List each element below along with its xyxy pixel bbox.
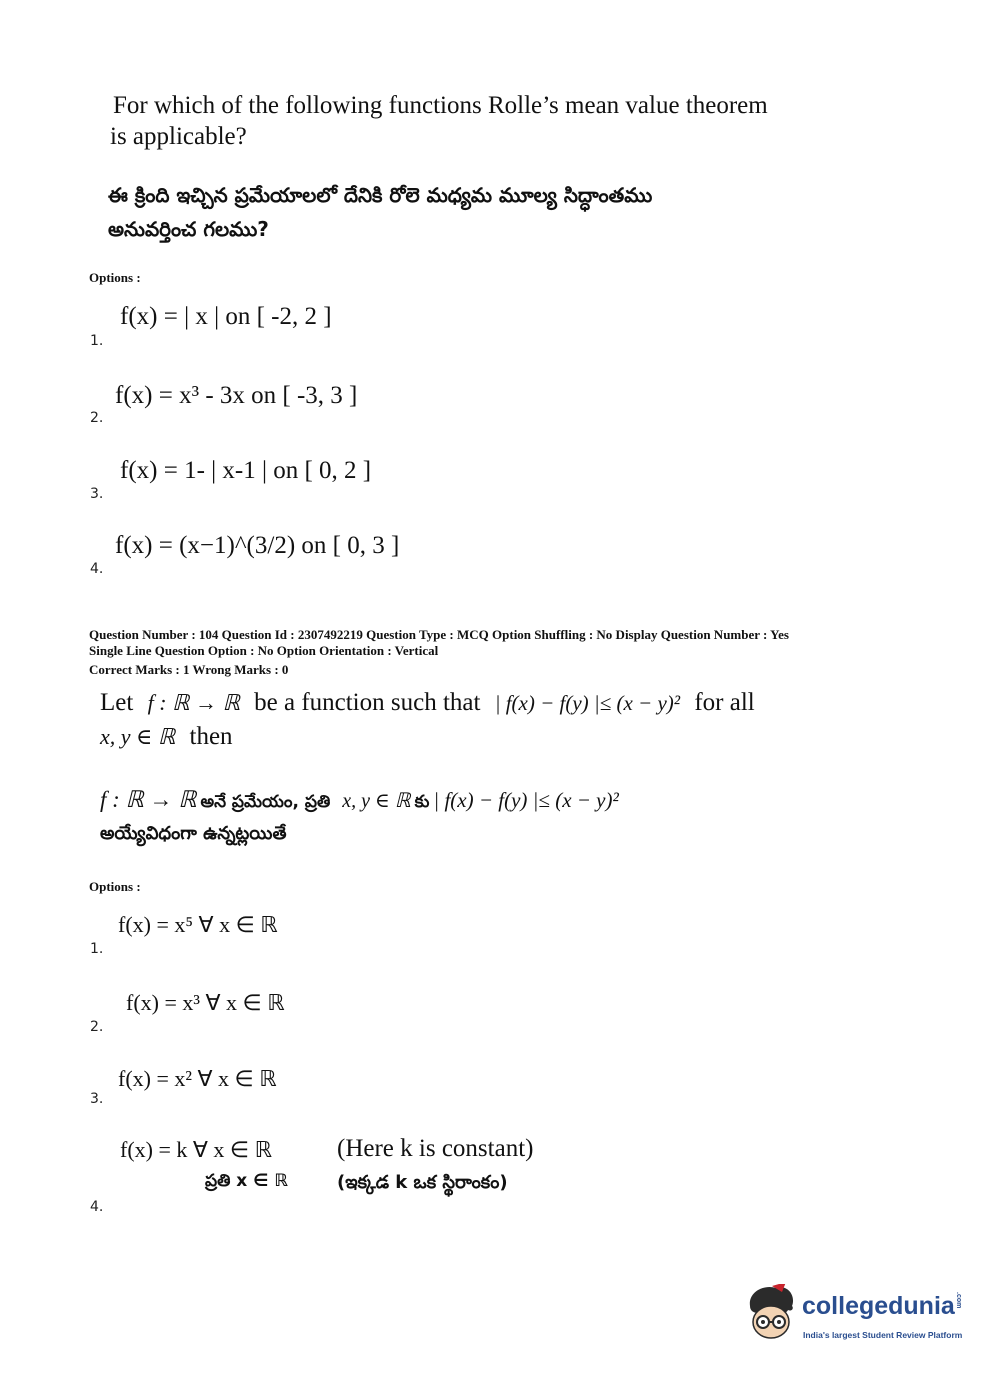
question-text-line: ఈ క్రింది ఇచ్చిన ప్రమేయాలలో దేనికి రోలె మధ్యమ మూల్య సిద్ధాంతము (108, 183, 653, 207)
option-3-formula[interactable]: f(x) = x² ∀ x ∈ ℝ (118, 1066, 277, 1091)
meta-line: Single Line Question Option : No Option Orientation : Vertical (89, 643, 439, 658)
option-4-formula[interactable]: f(x) = k ∀ x ∈ ℝ (120, 1137, 273, 1162)
variables: x, y ∈ ℝ (342, 790, 411, 812)
options-label: Options : (89, 879, 141, 894)
function-mapping: f : ℝ → ℝ (147, 690, 240, 715)
option-2-formula[interactable]: f(x) = x³ ∀ x ∈ ℝ (126, 990, 285, 1015)
question-103-telugu (108, 178, 652, 246)
condition-formula: | f(x) − f(y) |≤ (x − y)² (433, 788, 619, 812)
function-mapping: f : ℝ → ℝ (100, 787, 197, 812)
logo-wordmark (802, 1292, 962, 1321)
option-1-formula[interactable]: f(x) = | x | on [ -2, 2 ] (120, 303, 332, 330)
option-4-formula[interactable]: f(x) = (x−1)^(3/2) on [ 0, 3 ] (115, 532, 400, 559)
question-104-english-line1 (100, 689, 755, 717)
option-3-formula[interactable]: f(x) = 1- | x-1 | on [ 0, 2 ] (120, 457, 372, 484)
question-103-english (110, 90, 768, 152)
option-number: 3. (90, 486, 104, 502)
option-4-note-telugu: (ఇక్కడ k ఒక స్థిరాంకం) (337, 1172, 508, 1193)
telugu-text: కు (414, 792, 430, 812)
option-number: 2. (90, 410, 104, 426)
logo-tagline: India's largest Student Review Platform (803, 1330, 963, 1340)
option-number: 1. (90, 333, 104, 349)
logo-suffix: .com (954, 1292, 962, 1309)
forall-text: for all (694, 689, 755, 716)
condition-formula: | f(x) − f(y) |≤ (x − y)² (494, 691, 681, 715)
question-104-telugu-line1 (100, 787, 619, 816)
question-text: be a function such that (254, 689, 481, 716)
option-number: 4. (90, 1199, 104, 1215)
let-word: Let (100, 689, 134, 716)
option-2-formula[interactable]: f(x) = x³ - 3x on [ -3, 3 ] (115, 382, 358, 409)
question-text-line: For which of the following functions Rolle’s mean value theorem (113, 92, 768, 119)
then-word: then (189, 723, 233, 750)
option-number: 2. (90, 1019, 104, 1035)
options-label: Options : (89, 270, 141, 285)
variables: x, y ∈ ℝ (100, 724, 176, 749)
option-number: 1. (90, 941, 104, 957)
option-number: 4. (90, 561, 104, 577)
question-text-line: is applicable? (110, 123, 247, 150)
meta-line: Question Number : 104 Question Id : 2307492219 Question Type : MCQ Option Shuffling : No Display Question Number : Yes (89, 627, 789, 642)
collegedunia-logo (742, 1282, 972, 1352)
question-104-telugu-line2: అయ్యేవిధంగా ఉన్నట్లయితే (100, 823, 287, 844)
option-4-note-english: (Here k is constant) (337, 1135, 534, 1162)
option-4-line2 (205, 1171, 288, 1195)
question-104-english-line2 (100, 723, 233, 751)
telugu-text: అనే ప్రమేయం, ప్రతి (200, 792, 331, 812)
mascot-icon (742, 1284, 800, 1342)
option-1-formula[interactable]: f(x) = x⁵ ∀ x ∈ ℝ (118, 912, 278, 937)
meta-line: Correct Marks : 1 Wrong Marks : 0 (89, 662, 289, 677)
option-number: 3. (90, 1091, 104, 1107)
question-meta (89, 627, 789, 678)
logo-name: collegedunia (802, 1292, 955, 1320)
question-text-line: అనువర్తించ గలము? (108, 217, 269, 241)
option-4-telugu-forall: ప్రతి x ∈ ℝ (205, 1171, 288, 1191)
